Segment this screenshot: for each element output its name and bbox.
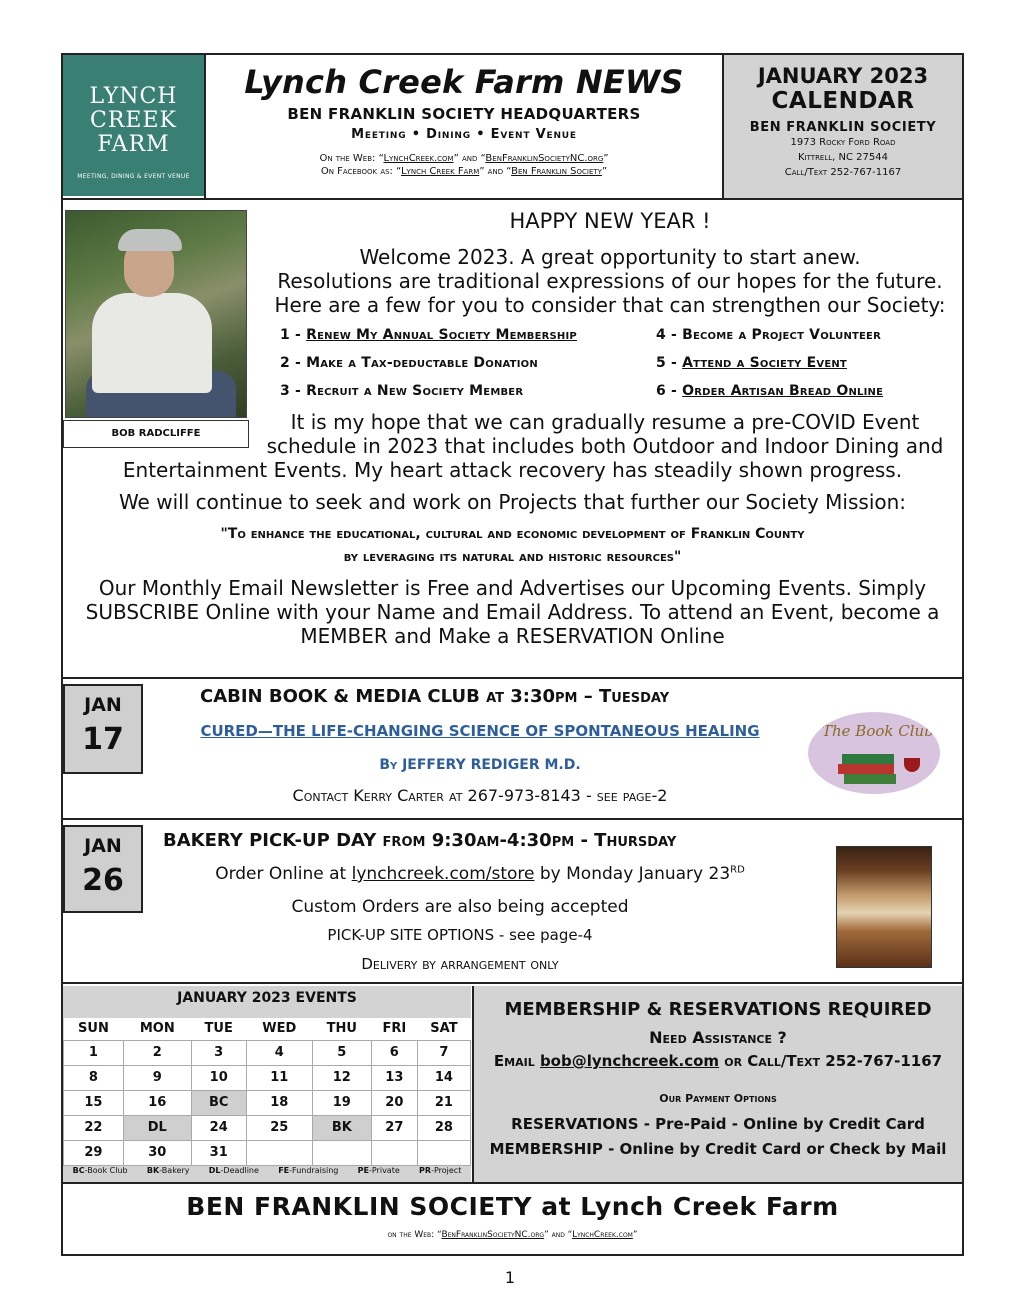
welcome-line: Resolutions are traditional expressions of our hopes for the future. (277, 269, 943, 293)
mission-statement: by leveraging its natural and historic resources" (343, 549, 682, 565)
bakery-pickup-title: BAKERY PICK-UP DAY from 9:30am-4:30pm - Thursday (163, 830, 677, 851)
lynchcreek-link[interactable]: LynchCreek.com (572, 1230, 633, 1240)
calendar-day: 8 (64, 1065, 124, 1090)
calendar-day: 28 (417, 1115, 470, 1140)
legend-label: -Private (368, 1166, 400, 1175)
divider (63, 677, 962, 679)
calendar-day: 22 (64, 1115, 124, 1140)
calendar-day (312, 1140, 371, 1165)
legend-item (147, 1166, 190, 1175)
photo-caption: BOB RADCLIFFE (63, 420, 249, 448)
calendar-header-box (724, 55, 962, 199)
web-mid: ” and “ (453, 153, 486, 164)
contact-line (474, 1052, 962, 1070)
calendar-day: 11 (246, 1065, 312, 1090)
phone-line: Call/Text 252-767-1167 (784, 167, 902, 178)
legend-label: -Project (431, 1166, 462, 1175)
hope-paragraph: schedule in 2023 that includes both Outdoor and Indoor Dining and (266, 434, 944, 458)
membership-payment: MEMBERSHIP - Online by Credit Card or Check by Mail (489, 1140, 947, 1158)
photo-shape (118, 229, 182, 251)
newsletter-title: Lynch Creek Farm NEWS (244, 63, 684, 101)
calendar-day: 12 (312, 1065, 371, 1090)
weekday-header-row (64, 1018, 471, 1040)
reservations-payment: RESERVATIONS - Pre-Paid - Online by Credit Card (511, 1115, 925, 1133)
web-suffix: ” (632, 1230, 638, 1240)
web-suffix: ” (603, 153, 609, 164)
resolution-text: Become a Project Volunteer (682, 327, 881, 343)
legend-label: -Deadline (220, 1166, 259, 1175)
resolution-number: 5 - (656, 355, 683, 371)
mission-intro: We will continue to seek and work on Projects that further our Society Mission: (118, 490, 907, 514)
legend-item (419, 1166, 461, 1175)
book-title-link[interactable]: CURED—THE LIFE-CHANGING SCIENCE OF SPONTANEOUS HEALING (200, 722, 760, 740)
legend-code: BK (146, 1166, 160, 1175)
book-club-image-text: The Book Club (822, 722, 934, 740)
event-month: JAN (84, 835, 122, 857)
legend-code: BC (72, 1166, 85, 1175)
resolution-item (656, 327, 881, 343)
event-date-box (63, 684, 143, 774)
book-club-image (808, 712, 940, 794)
event-day: 17 (82, 722, 124, 757)
payment-heading: Our Payment Options (659, 1092, 777, 1105)
address-line: 1973 Rocky Ford Road (790, 137, 896, 148)
calendar-day: 13 (371, 1065, 417, 1090)
fb-suffix: ” (601, 166, 608, 177)
calendar-month: JANUARY 2023 (757, 64, 929, 88)
footer-title: BEN FRANKLIN SOCIETY at Lynch Creek Farm (186, 1192, 839, 1221)
weekday-header: MON (123, 1018, 191, 1040)
calendar-week (64, 1090, 471, 1115)
calendar-day: 25 (246, 1115, 312, 1140)
book-shape (844, 774, 896, 784)
footer-web-links (63, 1230, 962, 1240)
legend-code: PR (419, 1166, 432, 1175)
delivery-line: Delivery by arrangement only (361, 955, 559, 973)
page-number: 1 (504, 1268, 516, 1287)
order-suffix: by Monday January 23 (534, 864, 731, 884)
wine-glass-shape (904, 758, 920, 772)
calendar-day: 3 (191, 1040, 246, 1065)
divider (63, 818, 962, 820)
resolution-number: 4 - (656, 327, 683, 343)
email-link[interactable]: bob@lynchcreek.com (539, 1052, 720, 1070)
calendar-title: JANUARY 2023 EVENTS (177, 990, 357, 1006)
order-superscript: RD (730, 864, 745, 876)
event-date-box (63, 825, 143, 913)
newsletter-paragraph: SUBSCRIBE Online with your Name and Email Address. To attend an Event, become a (85, 600, 940, 624)
legend-label: -Fundraising (289, 1166, 339, 1175)
calendar-day: 20 (371, 1090, 417, 1115)
legend-code: PE (357, 1166, 369, 1175)
email-prefix: Email (493, 1052, 540, 1070)
calendar-day: 2 (123, 1040, 191, 1065)
legend-item (358, 1166, 400, 1175)
weekday-header: SUN (64, 1018, 124, 1040)
calendar-legend (63, 1166, 471, 1175)
calendar-day: 18 (246, 1090, 312, 1115)
logo-line: CREEK (90, 108, 177, 133)
divider (63, 1182, 962, 1184)
benfranklin-link[interactable]: BenFranklinSocietyNC.org (441, 1230, 545, 1240)
venue-tagline: Meeting • Dining • Event Venue (351, 127, 577, 142)
book-author: By JEFFERY REDIGER M.D. (379, 757, 581, 773)
address-line: Kittrell, NC 27544 (798, 152, 888, 163)
newsletter-subtitle: BEN FRANKLIN SOCIETY HEADQUARTERS (287, 105, 641, 123)
event-day: 26 (82, 863, 124, 898)
book-club-contact: Contact Kerry Carter at 267-973-8143 - see page-2 (292, 786, 668, 805)
weekday-header: FRI (371, 1018, 417, 1040)
legend-item (209, 1166, 259, 1175)
hope-paragraph: Entertainment Events. My heart attack recovery has steadily shown progress. (122, 458, 903, 482)
masthead (206, 55, 722, 199)
resolution-number: 6 - (656, 383, 683, 399)
order-prefix: Order Online at (215, 864, 352, 884)
fb-lynchcreek-link[interactable]: Lynch Creek Farm (400, 166, 480, 177)
custom-orders-line: Custom Orders are also being accepted (291, 897, 629, 917)
calendar-day-event: BC (191, 1090, 246, 1115)
legend-label: -Bakery (159, 1166, 190, 1175)
legend-label: -Book Club (84, 1166, 128, 1175)
calendar-day: 9 (123, 1065, 191, 1090)
lynchcreek-link[interactable]: LynchCreek.com (383, 153, 454, 164)
benfranklin-link[interactable]: BenFranklinSocietyNC.org (485, 153, 604, 164)
fb-benfranklin-link[interactable]: Ben Franklin Society (511, 166, 602, 177)
resolution-number: 1 - (280, 327, 307, 343)
calendar-day: 29 (64, 1140, 124, 1165)
membership-heading: MEMBERSHIP & RESERVATIONS REQUIRED (504, 999, 932, 1020)
web-mid: ” and “ (544, 1230, 573, 1240)
event-month: JAN (84, 694, 122, 716)
web-prefix: on the Web: “ (387, 1230, 442, 1240)
resolution-text: Make a Tax-deductable Donation (306, 355, 538, 371)
attend-event-link[interactable]: Attend a Society Event (682, 355, 847, 371)
calendar-day: 14 (417, 1065, 470, 1090)
org-name: BEN FRANKLIN SOCIETY (749, 120, 937, 135)
book-shape (842, 754, 894, 764)
resolution-item (656, 355, 847, 371)
book-club-title: CABIN BOOK & MEDIA CLUB at 3:30pm – Tuesday (200, 686, 670, 707)
calendar-day-event: BK (312, 1115, 371, 1140)
weekday-header: SAT (417, 1018, 470, 1040)
calendar-day: 7 (417, 1040, 470, 1065)
welcome-line: Here are a few for you to consider that can strengthen our Society: (274, 293, 946, 317)
calendar-day (371, 1140, 417, 1165)
newsletter-paragraph: MEMBER and Make a RESERVATION Online (300, 624, 725, 648)
welcome-line: Welcome 2023. A great opportunity to start anew. (359, 245, 861, 269)
resolution-item (280, 327, 577, 343)
calendar-day (246, 1140, 312, 1165)
legend-code: DL (208, 1166, 221, 1175)
calendar-day: 5 (312, 1040, 371, 1065)
calendar-day: 21 (417, 1090, 470, 1115)
calendar-day-event: DL (123, 1115, 191, 1140)
need-assistance: Need Assistance ? (649, 1028, 787, 1047)
bob-radcliffe-photo (65, 210, 247, 418)
calendar-day: 10 (191, 1065, 246, 1090)
fb-prefix: On Facebook as: “ (320, 166, 401, 177)
logo-line: LYNCH (89, 84, 178, 109)
divider (63, 198, 962, 200)
calendar-day: 6 (371, 1040, 417, 1065)
resolution-text: Recruit a New Society Member (306, 383, 524, 399)
calendar-day: 15 (64, 1090, 124, 1115)
calendar-week (64, 1040, 471, 1065)
calendar-word: CALENDAR (771, 88, 915, 114)
calendar-day: 16 (123, 1090, 191, 1115)
mission-statement: "To enhance the educational, cultural and economic development of Franklin County (220, 526, 805, 542)
order-online-line (160, 864, 800, 884)
artisan-bread-photo (836, 846, 932, 968)
pickup-options-line: PICK-UP SITE OPTIONS - see page-4 (327, 926, 593, 944)
resolution-number: 2 - (280, 355, 307, 371)
calendar-week (64, 1115, 471, 1140)
resolution-item (280, 383, 523, 399)
logo-subtitle: MEETING, DINING & EVENT VENUE (77, 173, 190, 180)
calendar-week (64, 1065, 471, 1090)
web-prefix: On the Web: “ (319, 153, 384, 164)
resolution-item (656, 383, 883, 399)
order-bread-link[interactable]: Order Artisan Bread Online (682, 383, 884, 399)
logo-line: FARM (97, 132, 170, 157)
newsletter-paragraph: Our Monthly Email Newsletter is Free and Advertises our Upcoming Events. Simply (98, 576, 927, 600)
calendar-day: 4 (246, 1040, 312, 1065)
photo-shape (92, 293, 212, 393)
web-links (206, 152, 722, 178)
calendar-day: 1 (64, 1040, 124, 1065)
weekday-header: TUE (191, 1018, 246, 1040)
weekday-header: WED (246, 1018, 312, 1040)
legend-code: FE (278, 1166, 290, 1175)
store-link[interactable]: lynchcreek.com/store (351, 864, 535, 884)
calendar-day: 24 (191, 1115, 246, 1140)
divider (63, 982, 962, 984)
weekday-header: THU (312, 1018, 371, 1040)
resolution-number: 3 - (280, 383, 307, 399)
fb-mid: ” and “ (479, 166, 512, 177)
events-calendar (63, 1018, 471, 1166)
hope-paragraph: It is my hope that we can gradually resume a pre-COVID Event (290, 410, 920, 434)
email-suffix: or Call/Text 252-767-1167 (719, 1052, 943, 1070)
calendar-day: 30 (123, 1140, 191, 1165)
lynch-creek-farm-logo (63, 55, 204, 196)
renew-membership-link[interactable]: Renew My Annual Society Membership (306, 327, 577, 343)
legend-item (73, 1166, 128, 1175)
calendar-day (417, 1140, 470, 1165)
book-shape (838, 764, 894, 774)
happy-new-year-heading: HAPPY NEW YEAR ! (509, 209, 711, 233)
legend-item (278, 1166, 338, 1175)
resolution-item (280, 355, 538, 371)
calendar-week (64, 1140, 471, 1165)
calendar-day: 19 (312, 1090, 371, 1115)
calendar-day: 31 (191, 1140, 246, 1165)
calendar-day: 27 (371, 1115, 417, 1140)
